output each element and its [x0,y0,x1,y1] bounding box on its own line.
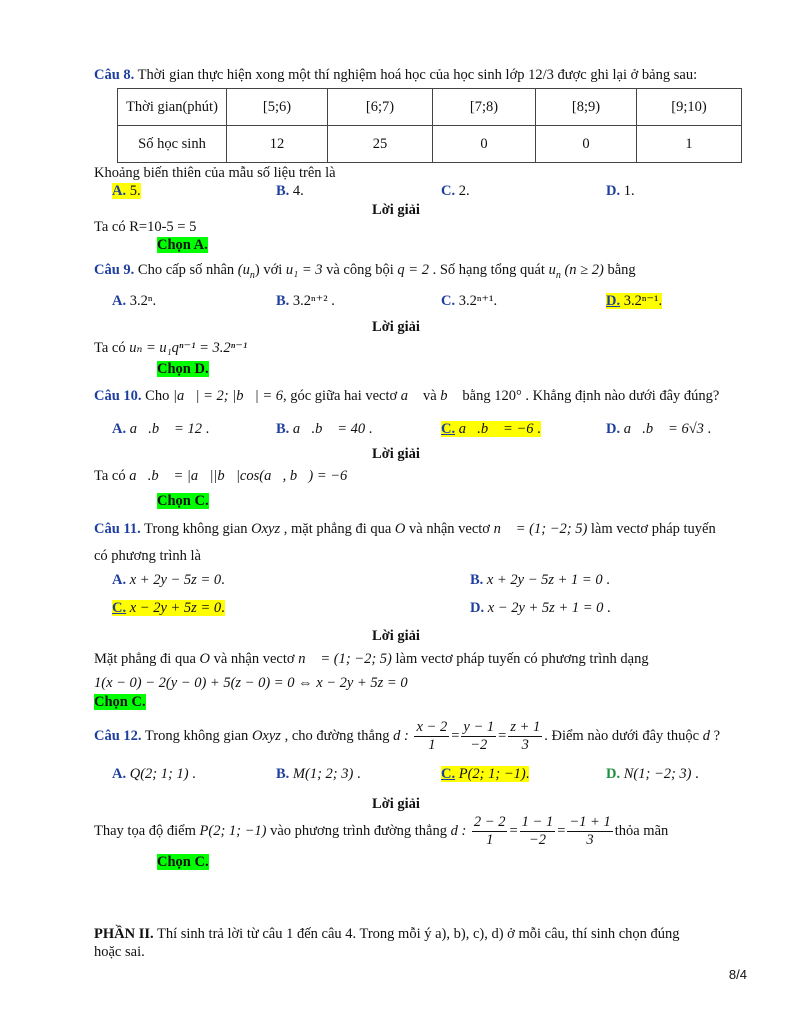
q8-stem [94,66,697,84]
table-cell: Thời gian(phút) [118,89,227,126]
q11-option-b: B. x + 2y − 5z + 1 = 0 . [470,572,610,588]
q10-option-a: A. a⃗.b⃗ = 12 . [112,421,210,437]
q9-option-b: B. 3.2ⁿ⁺² . [276,293,335,309]
q9-option-c: C. 3.2ⁿ⁺¹. [441,293,498,309]
q12-option-c: C. P(2; 1; −1). [441,766,530,782]
table-cell: Số học sinh [118,126,227,163]
q11-answer: Chọn C. [94,694,146,710]
q9-solution-title: Lời giải [372,319,420,335]
q11-stem: Câu 11. Trong không gian Oxyz , mặt phẳng đi qua O và nhận vectơ n⃗ = (1; −2; 5) làm vectơ pháp tuyến [94,521,716,537]
part2-heading: PHẦN II. Thí sinh trả lời từ câu 1 đến câu 4. Trong mỗi ý a), b), c), d) ở mỗi câu, thí sinh chọn đúng [94,926,680,942]
q8-solution-title: Lời giải [372,202,420,218]
q12-answer: Chọn C. [157,854,209,870]
q12-option-a: A. Q(2; 1; 1) . [112,766,196,782]
table-cell: [6;7) [328,89,433,126]
fraction: $\frac{y - 1}{-2}$ [463,719,495,754]
table-cell: [5;6) [227,89,328,126]
q10-stem: Câu 10. Cho |a⃗| = 2; |b⃗| = 6, góc giữa hai vectơ a⃗ và b⃗ bằng 120° . Khẳng định nào dưới đây đúng? [94,388,720,404]
q9-answer: Chọn D. [157,361,209,377]
q8-data-table [117,88,742,163]
page-number: 8/4 [728,967,747,982]
q11-option-c: C. x − 2y + 5z = 0. [112,600,225,616]
q8-option-a: A. 5. [112,183,141,199]
fraction: $\frac{1 - 1}{-2}$ [521,814,554,849]
table-cell: [9;10) [637,89,742,126]
q11-solution: Mặt phẳng đi qua O và nhận vectơ n⃗ = (1; −2; 5) làm vectơ pháp tuyến có phương trình dạng [94,651,649,667]
table-cell: 1 [637,126,742,163]
q10-solution: Ta có a⃗.b⃗ = |a⃗||b⃗|cos(a⃗, b⃗) = −6 [94,468,348,484]
fraction: $\frac{z + 1}{3}$ [510,719,541,754]
q9-stem: Câu 9. Cho cấp số nhân $(u_n)$ với u₁ = 3 và công bội q = 2 . Số hạng tổng quát $u_n$ (n ≥ 2) bằng [94,262,636,281]
q9-option-d: D. 3.2ⁿ⁻¹. [606,293,663,309]
q10-option-b: B. a⃗.b⃗ = 40 . [276,421,373,437]
table-row [118,89,742,126]
q12-stem: Câu 12. Trong không gian Oxyz , cho đường thẳng d : $\frac{x - 2}{1}$ = $\frac{y - 1}{-2}$ = $\frac{z + 1}{3}$ . Điểm nào dưới đây thuộc d ? [94,719,721,754]
q11-solution-title: Lời giải [372,628,420,644]
q12-solution: Thay tọa độ điểm P(2; 1; −1) vào phương trình đường thẳng d : $\frac{2 - 2}{1}$ = $\frac{1 - 1}{-2}$ = $\frac{-1 + 1}{3}$ thỏa mãn [94,814,669,849]
q9-option-a: A. 3.2ⁿ. [112,293,157,309]
q10-answer: Chọn C. [157,493,209,509]
q8-option-c: C. 2. [441,183,470,199]
q12-option-b: B. M(1; 2; 3) . [276,766,361,782]
table-cell: 12 [227,126,328,163]
q8-prompt: Khoảng biến thiên của mẫu số liệu trên là [94,165,336,181]
q9-solution: Ta có uₙ = u₁qⁿ⁻¹ = 3.2ⁿ⁻¹ [94,340,248,356]
q11-option-a: A. x + 2y − 5z = 0. [112,572,225,588]
q11-option-d: D. x − 2y + 5z + 1 = 0 . [470,600,611,616]
fraction: $\frac{-1 + 1}{3}$ [569,814,611,849]
q8-solution: Ta có R=10-5 = 5 [94,219,197,235]
q11-solution-line2: 1(x − 0) − 2(y − 0) + 5(z − 0) = 0 ⇔ x − 2y + 5z = 0 [94,675,408,691]
part2-line2: hoặc sai. [94,944,145,960]
q8-option-d: D. 1. [606,183,635,199]
q12-option-d: D. N(1; −2; 3) . [606,766,699,782]
q10-solution-title: Lời giải [372,446,420,462]
q10-option-d: D. a⃗.b⃗ = 6√3 . [606,421,712,437]
table-cell: [8;9) [536,89,637,126]
q8-option-b: B. 4. [276,183,304,199]
q12-solution-title: Lời giải [372,796,420,812]
q8-answer: Chọn A. [157,237,208,253]
q8-label: Câu 8. [94,67,135,83]
q10-option-c: C. a⃗.b⃗ = −6 . [441,421,541,437]
fraction: $\frac{2 - 2}{1}$ [473,814,506,849]
table-cell: [7;8) [433,89,536,126]
fraction: $\frac{x - 2}{1}$ [416,719,448,754]
q8-stem-text: Thời gian thực hiện xong một thí nghiệm hoá học của học sinh lớp 12/3 được ghi lại ở bảng sau: [134,67,698,83]
table-cell: 25 [328,126,433,163]
table-cell: 0 [433,126,536,163]
table-row [118,126,742,163]
q11-stem-line2: có phương trình là [94,548,201,564]
table-cell: 0 [536,126,637,163]
